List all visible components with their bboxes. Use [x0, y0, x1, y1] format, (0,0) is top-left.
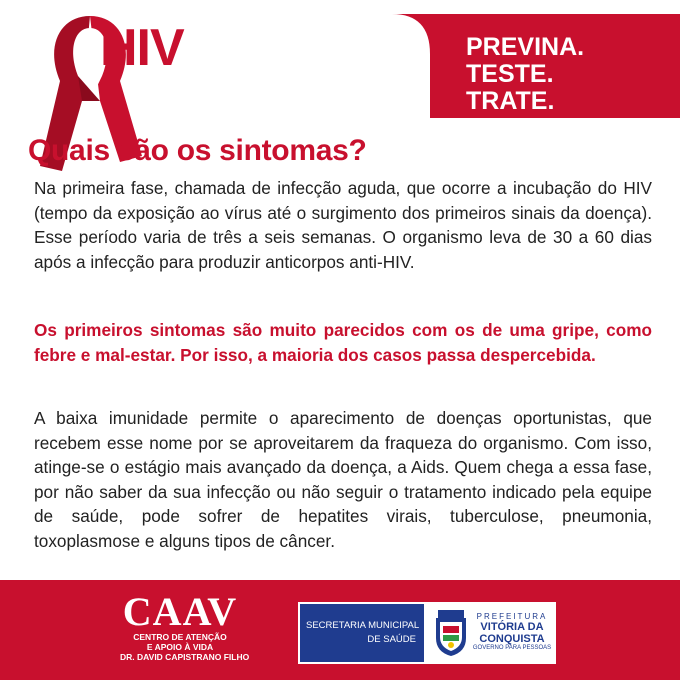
city-name-line: VITÓRIA DA	[480, 621, 544, 633]
prefeitura-tagline: GOVERNO PARA PESSOAS	[472, 645, 552, 651]
municipal-crest-icon	[432, 608, 470, 658]
paragraph-highlight: Os primeiros sintomas são muito parecidos com os de uma gripe, como febre e mal-estar. Por isso, a maioria dos casos passa despercebida.	[34, 320, 652, 365]
caav-subtitle-line: E APOIO À VIDA	[146, 642, 214, 652]
caav-logo: CAAV	[122, 589, 238, 634]
caav-logo-block	[120, 589, 250, 662]
secretaria-line: DE SAÚDE	[367, 634, 416, 645]
title-hiv: HIV	[100, 19, 180, 77]
paragraph-intro: Na primeira fase, chamada de infecção aguda, que ocorre a incubação do HIV (tempo da exposição ao vírus até o surgimento dos primeiros sinais da doença). Esse período varia de três a seis semanas. O organismo leva de 30 a 60 dias após a infecção para produzir anticorpos anti-HIV.	[34, 178, 652, 272]
caav-subtitle-line: DR. DAVID CAPISTRANO FILHO	[120, 652, 250, 662]
paragraph-details: A baixa imunidade permite o aparecimento de doenças oportunistas, que recebem esse nome por se aproveitarem da fraqueza do organismo. Com isso, atinge-se o estágio mais avançado da doença, a Aids. Quem chega a essa fase, por não saber da sua infecção ou não seguir o tratamento indicado pela equipe de saúde, pode sofrer de hepatites virais, tuberculose, pneumonia, toxoplasmose e alguns tipos de câncer.	[34, 408, 652, 551]
slogan-line: TRATE.	[466, 87, 555, 115]
slogan-line: PREVINA.	[466, 33, 585, 61]
title-aids: AIDS	[179, 19, 301, 77]
city-name-line: CONQUISTA	[479, 633, 545, 645]
secretaria-line: SECRETARIA MUNICIPAL	[306, 620, 420, 631]
prefeitura-label: PREFEITURA	[476, 612, 548, 621]
prefeitura-logo	[470, 612, 554, 651]
secretaria-logo	[300, 604, 424, 662]
section-heading: Quais são os sintomas?	[28, 134, 367, 167]
slogan-line: TESTE.	[466, 60, 554, 88]
slogan	[466, 34, 584, 115]
hiv-aids-title	[100, 19, 301, 77]
caav-subtitle-line: CENTRO DE ATENÇÃO	[133, 632, 227, 642]
